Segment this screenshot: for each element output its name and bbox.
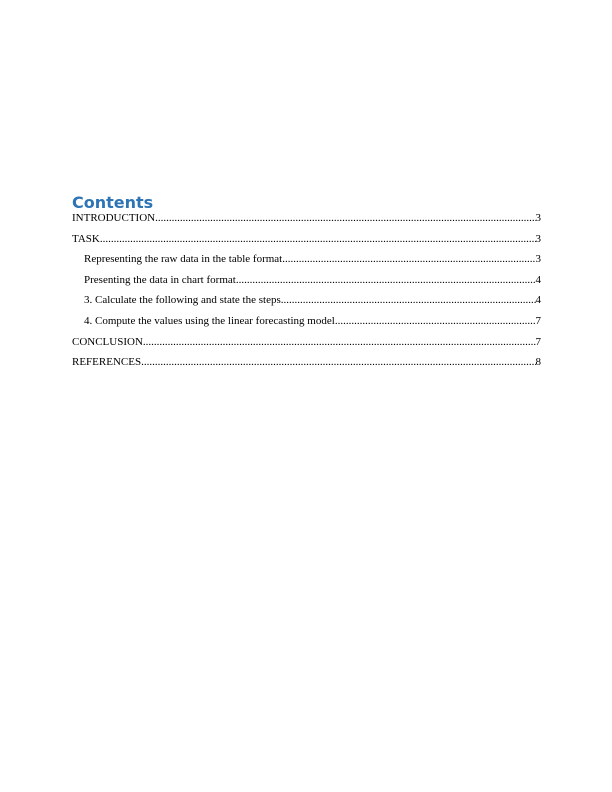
toc-entry-title: Presenting the data in chart format [84,273,236,286]
toc-entry-chart-format[interactable] [72,274,541,287]
toc-entry-task[interactable] [72,233,541,246]
toc-dot-leader [143,336,536,349]
toc-dot-leader [100,233,536,246]
toc-entry-title: INTRODUCTION [72,212,156,224]
toc-heading: Contents [72,193,154,212]
toc-page-number: 4 [535,273,541,286]
table-of-contents [72,193,541,377]
toc-entry-raw-data-table[interactable] [72,253,541,266]
toc-entry-introduction[interactable] [72,212,541,225]
toc-entry-title: TASK [72,232,100,245]
toc-dot-leader [141,356,535,369]
toc-list [72,212,541,369]
toc-dot-leader [335,315,536,328]
toc-entry-conclusion[interactable] [72,336,541,349]
toc-entry-references[interactable] [72,356,541,369]
toc-entry-title: 4. Compute the values using the linear forecasting model [84,314,335,327]
toc-dot-leader [155,212,535,225]
toc-dot-leader [281,294,536,307]
toc-page-number: 3 [535,253,541,266]
toc-page-number: 7 [535,335,541,348]
toc-page-number: 3 [535,232,541,245]
toc-entry-title: REFERENCES [72,356,142,369]
toc-entry-calculate-steps[interactable] [72,294,541,307]
toc-page-number: 3 [535,212,541,224]
toc-dot-leader [236,274,536,287]
toc-entry-title: 3. Calculate the following and state the steps [84,294,281,307]
toc-page-number: 7 [535,314,541,327]
toc-dot-leader [282,253,535,266]
toc-page-number: 4 [535,294,541,307]
toc-entry-title: CONCLUSION [72,335,143,348]
toc-entry-linear-forecasting[interactable] [72,315,541,328]
toc-page-number: 8 [535,356,541,369]
toc-entry-title: Representing the raw data in the table format [84,253,283,266]
